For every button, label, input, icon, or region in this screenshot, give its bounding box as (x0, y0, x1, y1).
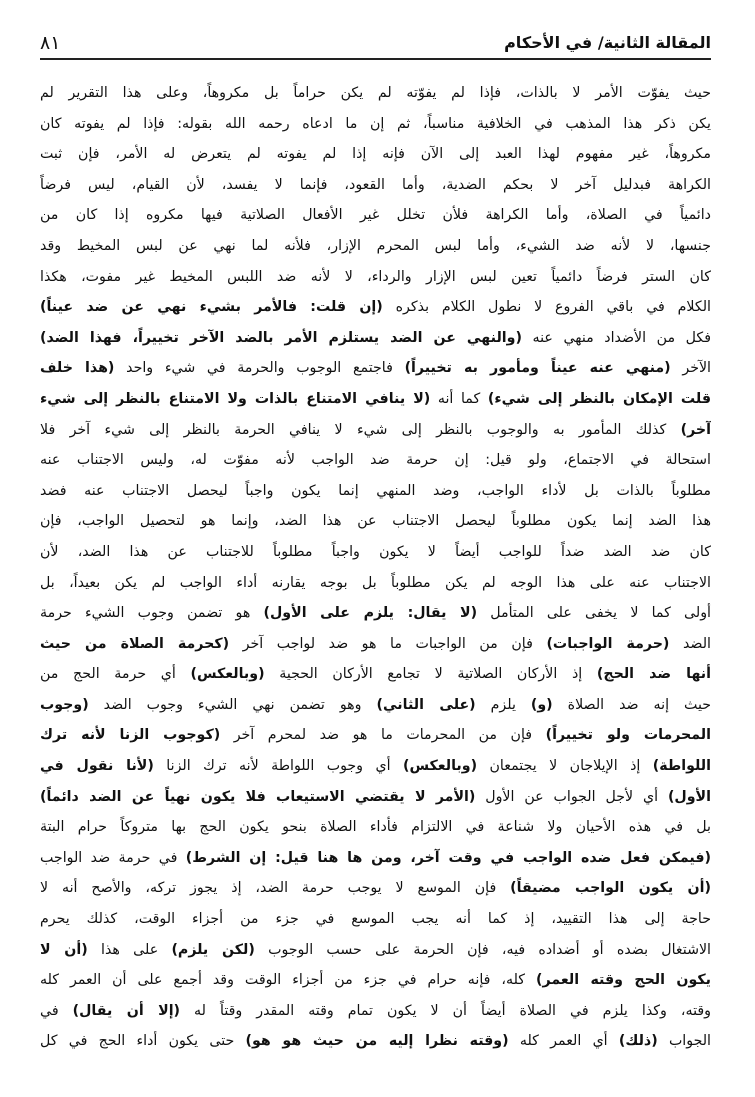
text-segment: فإن الموسع لا يوجب حرمة الضد، إذ يجوز تركه، والأصح أنه لا (40, 880, 511, 897)
bold-text-segment: (لا يقال: يلزم على الأول) (263, 605, 478, 622)
text-segment: الجواب (657, 1033, 711, 1050)
text-segment: الكراهة فبدليل آخر لا بحكم الضدية، وأما القعود، فإنما لا يفسد، لأن القيام، ليس فرضاً (40, 176, 711, 193)
text-segment: في (40, 1002, 73, 1019)
text-segment: حاجة إلى هذا التقييد، إذ كما أنه يجب الموسع في جزء من أجزاء الوقت، كذلك يحرم (40, 911, 711, 928)
text-segment: أي حرمة الحج من (40, 666, 191, 683)
text-segment: هو تضمن وجوب الشيء حرمة (40, 605, 264, 622)
text-segment: فكل من الأضداد منهي عنه (521, 329, 711, 346)
text-line (40, 323, 711, 354)
page-number: ٨١ (40, 32, 61, 54)
text-segment: إذ الإيلاجان لا يجتمعان (477, 758, 653, 775)
bold-text-segment: (وبالعكس) (402, 758, 478, 775)
bold-text-segment: (والنهي عن الضد يستلزم الأمر بالضد الآخر تخييراً، فهذا الضد) (40, 329, 522, 346)
text-line (40, 690, 711, 721)
text-segment: مكروهاً، غير مفهوم لهذا العبد إلى الآن فإنه إذا لم يفوته لم يتعرض له الأمر، فإن ثبت (40, 146, 711, 163)
text-line (40, 843, 711, 874)
text-line (40, 537, 711, 568)
text-segment: أي وجوب اللواطة لأنه ترك الزنا (153, 758, 403, 775)
text-line (40, 109, 711, 140)
text-line (40, 1026, 711, 1057)
text-segment: الضد (669, 635, 711, 652)
text-segment: على هذا (87, 941, 172, 958)
text-segment: مطلوباً بالذات بل لأداء الواجب، وضد المنهي إنما يكون واجباً ليحصل الاجتناب عنه فضد (40, 482, 711, 499)
text-line (40, 139, 711, 170)
text-line (40, 384, 711, 415)
text-segment: الكلام في باقي الفروع لا نطول الكلام بذكره (382, 299, 711, 316)
text-segment: جنسها، لا لأنه ضد الشيء، وأما لبس المحرم الإزار، فلأنه لما نهي عن لبس المخيط وقد (40, 237, 711, 254)
text-segment: دائمياً في الصلاة، وأما الكراهة فلأن تخلل غير الأفعال الصلاتية فيها مكروه إذا كان من (40, 207, 711, 224)
bold-text-segment: (أن لا (40, 941, 88, 958)
bold-text-segment: الأول) (667, 788, 711, 805)
bold-text-segment: (حرمة الواجبات) (546, 635, 670, 652)
bold-text-segment: (لأنا نقول في (40, 758, 154, 775)
bold-text-segment: (و) (530, 696, 553, 713)
bold-text-segment: (هذا خلف (40, 360, 115, 377)
text-line (40, 476, 711, 507)
text-segment: الاشتغال بضده أو أضداده فيه، فإن الحرمة على حسب الوجوب (254, 941, 711, 958)
text-segment: كما أنه (430, 390, 488, 407)
text-segment: حيث إنه ضد الصلاة (552, 696, 711, 713)
bold-text-segment: المحرمات ولو تخييراً) (545, 727, 711, 744)
text-line (40, 598, 711, 629)
text-segment: إذ الأركان الصلاتية لا تجامع الأركان الحجية (264, 666, 597, 683)
bold-text-segment: (لا ينافي الامتناع بالذات ولا الامتناع بالنظر إلى شيء (40, 390, 431, 407)
text-segment: حتى يكون أداء الحج في كل (40, 1033, 246, 1050)
text-segment: في حرمة ضد الواجب (40, 849, 186, 866)
text-segment: أي العمر كله (508, 1033, 619, 1050)
text-segment: أي لأجل الجواب عن الأول (475, 788, 668, 805)
text-line (40, 415, 711, 446)
body-text (40, 78, 711, 1057)
text-segment: الآخر (670, 360, 711, 377)
running-header (40, 28, 711, 60)
text-line (40, 78, 711, 109)
text-segment: استحالة في الاجتماع، ولو قيل: إن حرمة ضد الواجب لأنه مفوّت له، وليس الاجتناب عنه (40, 452, 711, 469)
text-line (40, 262, 711, 293)
bold-text-segment: (كحرمة الصلاة من حيث (40, 635, 230, 652)
text-line (40, 782, 711, 813)
text-segment: فاجتمع الوجوب والحرمة في شيء واحد (114, 360, 405, 377)
text-segment: وقته، وكذا يلزم في الصلاة أيضاً أن لا يكون تمام وقته المقدر وقتاً له (180, 1002, 711, 1019)
text-segment: كله، فإنه حرام في جزء من أجزاء الوقت وقد أجمع على أن العمر كله (40, 972, 537, 989)
text-line (40, 506, 711, 537)
bold-text-segment: (كوجوب الزنا لأنه ترك (40, 727, 221, 744)
bold-text-segment: قلت الإمكان بالنظر إلى شيء) (487, 390, 711, 407)
text-line (40, 904, 711, 935)
bold-text-segment: (أن يكون الواجب مضيقاً) (510, 880, 711, 897)
bold-text-segment: (لكن يلزم) (171, 941, 255, 958)
bold-text-segment: (وقته نظرا إليه من حيث هو هو) (245, 1033, 509, 1050)
bold-text-segment: (إن قلت: فالأمر بشيء نهي عن ضد عيناً) (40, 299, 383, 316)
bold-text-segment: (فيمكن فعل ضده الواجب في وقت آخر، ومن ها هنا قيل: إن الشرط) (185, 849, 711, 866)
text-segment: فإن من المحرمات ما هو ضد لمحرم آخر (220, 727, 546, 744)
text-line (40, 965, 711, 996)
bold-text-segment: اللواطة) (652, 758, 711, 775)
text-segment: كذلك المأمور به والوجوب بالنظر إلى شيء لا ينافي الحرمة بالنظر إلى شيء آخر فلا (40, 421, 681, 438)
text-line (40, 996, 711, 1027)
running-title: المقالة الثانية/ في الأحكام (504, 33, 711, 52)
text-line (40, 445, 711, 476)
text-segment: يكن ذكر هذا المذهب في الخلافية مناسباً، ثم إن ما ادعاه رحمه الله بقوله: فإذا لم يفوته كان (40, 115, 711, 132)
bold-text-segment: يكون الحج وقته العمر) (536, 972, 711, 989)
text-segment: كان ضد الضد ضداً للواجب أيضاً لا يكون واجباً مطلوباً للاجتناب عن هذا الضد، لأن (40, 543, 711, 560)
bold-text-segment: (على الثاني) (376, 696, 476, 713)
text-segment: أولى كما لا يخفى على المتأمل (477, 605, 711, 622)
bold-text-segment: أنها ضد الحج) (596, 666, 711, 683)
text-line (40, 353, 711, 384)
text-line (40, 935, 711, 966)
bold-text-segment: (وبالعكس) (190, 666, 265, 683)
text-segment: بل في هذه الأحيان ولا شناعة في الالتزام فأداء الصلاة بنحو يكون الحج بها متروكاً حرام البتة (40, 819, 711, 836)
bold-text-segment: (ذلك) (618, 1033, 658, 1050)
bold-text-segment: آخر) (680, 421, 711, 438)
text-segment: وهو تضمن نهي الشيء وجوب الضد (88, 696, 377, 713)
text-line (40, 812, 711, 843)
text-segment: كان الستر فرضاً دائمياً تعين لبس الإزار والرداء، لا لأنه ضد اللبس المخيط غير مفوت، هكذا (40, 268, 711, 285)
text-line (40, 659, 711, 690)
bold-text-segment: (الأمر لا يقتضي الاستيعاب فلا يكون نهياً عن الضد دائماً) (40, 788, 476, 805)
text-segment: هذا الضد إنما يكون مطلوباً ليحصل الاجتناب عن هذا الضد، وإنما هو لتحصيل الواجب، فإن (40, 513, 711, 530)
text-line (40, 720, 711, 751)
text-line (40, 629, 711, 660)
text-line (40, 751, 711, 782)
bold-text-segment: (منهي عنه عيناً ومأمور به تخييراً) (404, 360, 671, 377)
text-segment: الاجتناب عنه على هذا الوجه لم يكن مطلوباً بل بوجه يقارنه أداء الواجب لم يكن بعيداً، بل (40, 574, 711, 591)
text-line (40, 873, 711, 904)
text-line (40, 568, 711, 599)
bold-text-segment: (إلا أن يقال) (72, 1002, 181, 1019)
text-line (40, 231, 711, 262)
text-line (40, 170, 711, 201)
text-segment: يلزم (475, 696, 531, 713)
text-segment: فإن من الواجبات ما هو ضد لواجب آخر (229, 635, 547, 652)
text-segment: حيث يفوّت الأمر لا بالذات، فإذا لم يفوّته لم يكن حراماً بل مكروهاً، وعلى هذا التقرير لم (40, 85, 711, 101)
bold-text-segment: (وجوب (40, 696, 89, 713)
text-line (40, 292, 711, 323)
text-line (40, 200, 711, 231)
